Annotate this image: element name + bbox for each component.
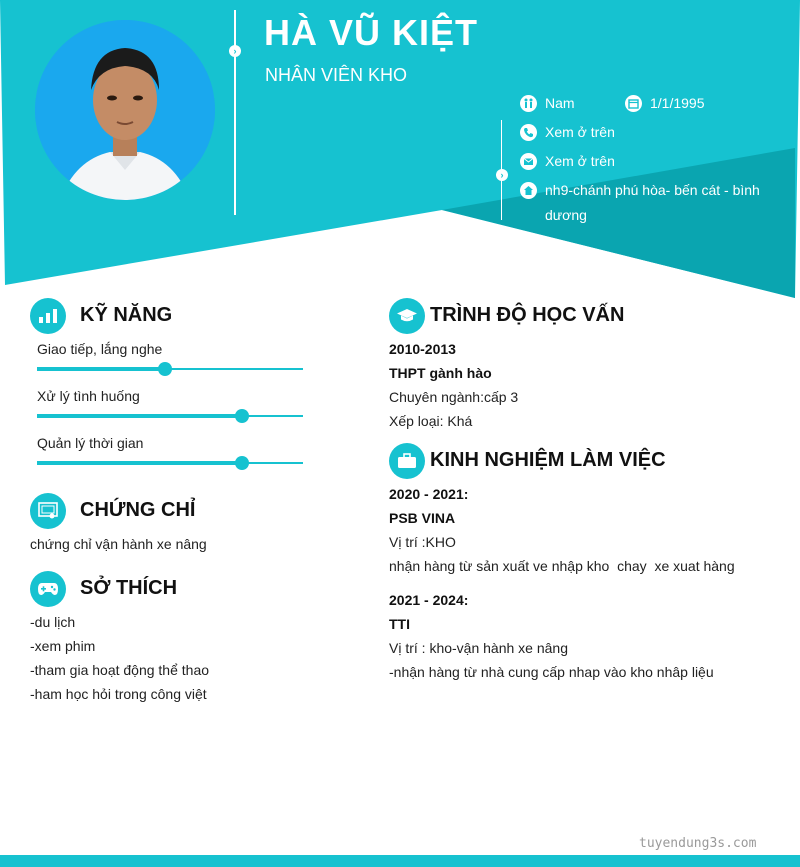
avatar bbox=[35, 20, 215, 200]
hobby-item: -xem phim bbox=[30, 638, 96, 654]
education-school: THPT gành hào bbox=[389, 365, 492, 381]
bar-chart-icon bbox=[30, 298, 66, 334]
address-text: nh9-chánh phú hòa- bến cát - bình dương bbox=[545, 182, 760, 223]
education-rank: Xếp loại: Khá bbox=[389, 413, 473, 429]
briefcase-icon bbox=[389, 443, 425, 479]
job-position: Vị trí :KHO bbox=[389, 534, 456, 550]
skills-title: KỸ NĂNG bbox=[80, 304, 173, 326]
candidate-name: HÀ VŨ KIỆT bbox=[264, 12, 479, 53]
hobby-item: -du lịch bbox=[30, 614, 76, 630]
education-period: 2010-2013 bbox=[389, 341, 456, 357]
education-major: Chuyên ngành:cấp 3 bbox=[389, 389, 519, 405]
skill-label: Xử lý tình huống bbox=[37, 388, 140, 404]
hobby-item: -ham học hỏi trong công việt bbox=[30, 686, 207, 702]
job-period: 2020 - 2021: bbox=[389, 486, 469, 502]
job-position: Vị trí : kho-vận hành xe nâng bbox=[389, 640, 568, 656]
experience-title: KINH NGHIỆM LÀM VIỆC bbox=[430, 449, 666, 471]
skill-bar-knob bbox=[235, 409, 249, 423]
home-icon bbox=[520, 182, 537, 199]
phone-text: Xem ở trên bbox=[545, 124, 615, 140]
birthdate-row bbox=[625, 91, 705, 116]
certificates-title: CHỨNG CHỈ bbox=[80, 499, 196, 521]
skill-bar bbox=[37, 415, 303, 417]
hobby-item: -tham gia hoạt động thể thao bbox=[30, 662, 210, 678]
gender-text: Nam bbox=[545, 95, 575, 111]
skill-label: Giao tiếp, lắng nghe bbox=[37, 341, 163, 357]
birthdate-text: 1/1/1995 bbox=[650, 95, 705, 111]
skill-bar bbox=[37, 368, 303, 370]
job-period: 2021 - 2024: bbox=[389, 592, 469, 608]
skill-bar-knob bbox=[158, 362, 172, 376]
graduation-cap-icon bbox=[389, 298, 425, 334]
certificate-icon bbox=[30, 493, 66, 529]
watermark: tuyendung3s.com bbox=[639, 836, 757, 851]
email-row bbox=[520, 149, 615, 174]
skill-bar-fill bbox=[37, 367, 165, 371]
skill-bar-knob bbox=[235, 456, 249, 470]
skill-bar-fill bbox=[37, 461, 242, 465]
contact-chevron-icon: › bbox=[496, 169, 508, 181]
certificate-text: chứng chỉ vận hành xe nâng bbox=[30, 536, 207, 552]
calendar-icon bbox=[625, 95, 642, 112]
divider-chevron-icon: › bbox=[229, 45, 241, 57]
education-title: TRÌNH ĐỘ HỌC VẤN bbox=[430, 304, 625, 326]
email-icon bbox=[520, 153, 537, 170]
gamepad-icon bbox=[30, 571, 66, 607]
job-company: PSB VINA bbox=[389, 510, 456, 526]
header-divider-line bbox=[234, 10, 236, 215]
phone-icon bbox=[520, 124, 537, 141]
gender-row bbox=[520, 91, 575, 116]
gender-icon bbox=[520, 95, 537, 112]
footer-bar bbox=[0, 855, 800, 867]
job-description: nhận hàng từ sản xuất ve nhập kho chay xe xuat hàng bbox=[389, 558, 735, 574]
skill-bar bbox=[37, 462, 303, 464]
job-company: TTI bbox=[389, 616, 410, 632]
phone-row bbox=[520, 120, 615, 145]
skill-label: Quản lý thời gian bbox=[37, 435, 144, 451]
job-title: NHÂN VIÊN KHO bbox=[265, 65, 408, 85]
hobbies-title: SỞ THÍCH bbox=[80, 577, 178, 599]
skill-bar-fill bbox=[37, 414, 242, 418]
job-description: -nhận hàng từ nhà cung cấp nhap vào kho nhâp liệu bbox=[389, 664, 714, 680]
email-text: Xem ở trên bbox=[545, 153, 615, 169]
address-row bbox=[520, 178, 770, 228]
profile-photo bbox=[35, 20, 215, 200]
